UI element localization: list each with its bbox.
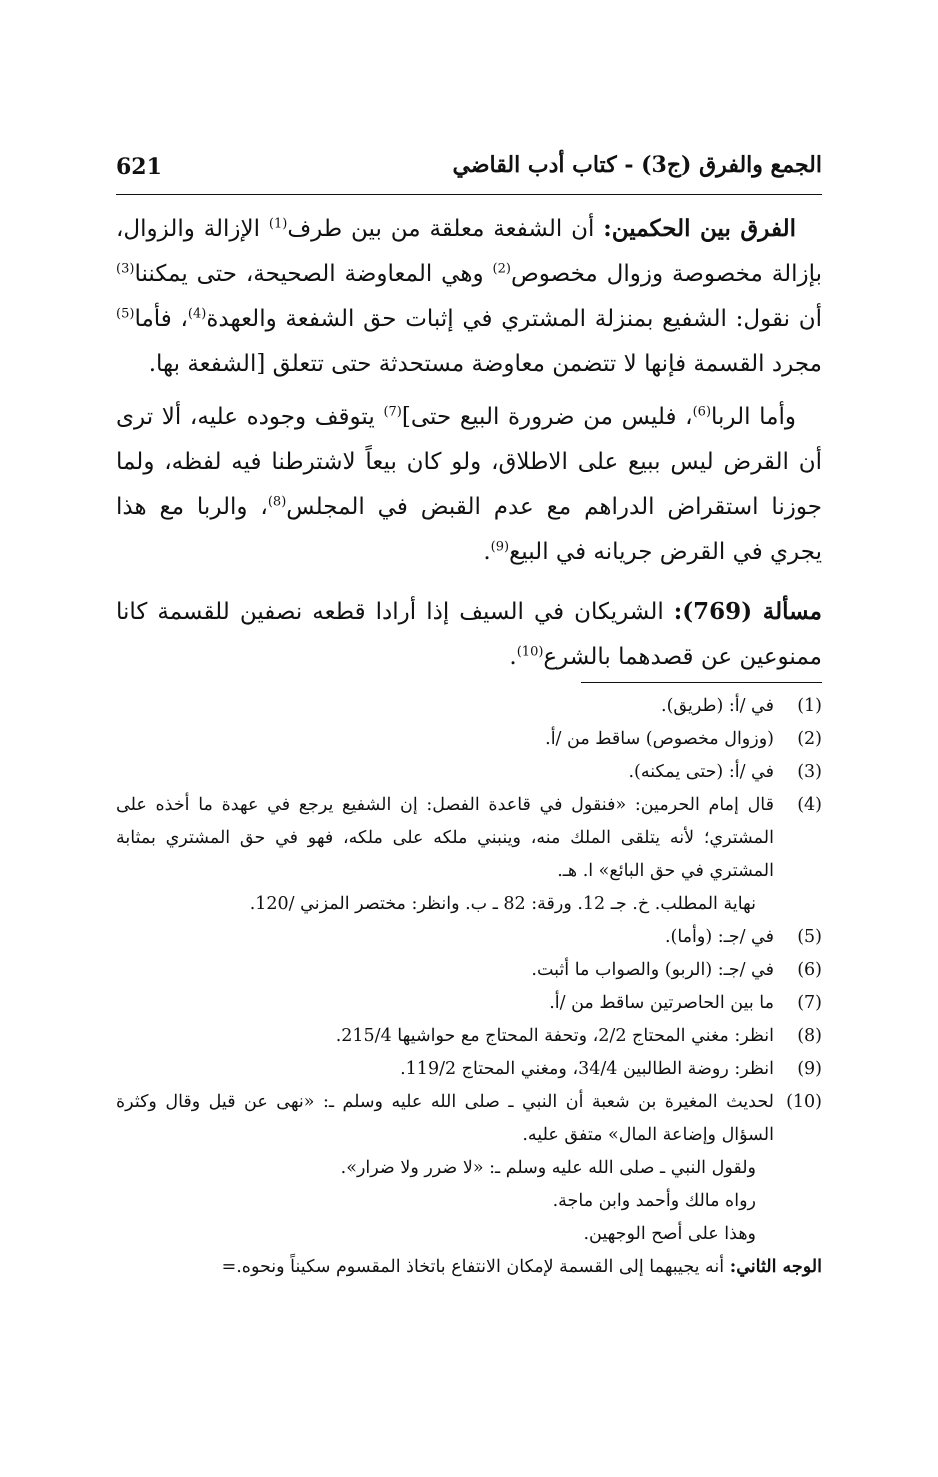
footnote-number: (7)	[797, 993, 822, 1013]
footnote-number: (4)	[797, 795, 822, 815]
footnote-reference-line: نهاية المطلب. خ. جـ 12. ورقة: 82 ـ ب. وانظر: مختصر المزني /120.	[249, 894, 756, 914]
footnote-number: (1)	[797, 696, 822, 716]
paragraph-difference	[116, 206, 822, 387]
page-header	[116, 152, 822, 195]
text-run: ، فأما	[134, 306, 188, 332]
footnote-number: (10)	[786, 1092, 822, 1112]
footnote-5	[116, 921, 822, 954]
footnote-separator	[581, 682, 822, 683]
paragraph-lead: الفرق بين الحكمين:	[603, 215, 796, 242]
paragraph-issue-769	[116, 589, 822, 680]
footnote-ref: (1)	[268, 216, 288, 232]
footnote-7	[116, 987, 822, 1020]
footnotes	[116, 690, 822, 1284]
footnote-ref: (10)	[516, 644, 544, 660]
text-run: ، فليس من ضرورة البيع حتى]	[401, 404, 693, 430]
text-run: وأما الربا	[711, 404, 796, 430]
text-run: يتوقف وجوده عليه، ألا ترى أن القرض ليس ببيع على الاطلاق، ولو كان بيعاً لاشترطنا فيه لفظه، ولما جوزنا استقراض الدراهم مع عدم القبض في المجلس	[116, 404, 822, 520]
text-run: الشريكان في السيف إذا أرادا قطعه نصفين للقسمة كانا ممنوعين عن قصدهما بالشرع	[116, 599, 822, 670]
footnote-ref: (2)	[492, 261, 511, 277]
footnote-text: انظر: روضة الطالبين 34/4، ومغني المحتاج 119/2.	[400, 1059, 774, 1079]
footnote-continuation	[116, 1251, 822, 1284]
footnote-text: في /جـ: (وأما).	[664, 927, 774, 947]
footnote-text: ما بين الحاصرتين ساقط من /أ.	[549, 993, 774, 1013]
footnote-2	[116, 723, 822, 756]
footnote-text: في /جـ: (الربو) والصواب ما أثبت.	[531, 960, 774, 980]
text-run: .	[483, 539, 491, 565]
footnote-text: قال إمام الحرمين: «فنقول في قاعدة الفصل: إن الشفيع يرجع في عهدة ما أخذه على المشتري؛ لأنه يتلقى الملك منه، وينبني ملكه على ملكه، فهو في حق المشتري بمثابة المشتري في حق البائع» ا. هـ.	[116, 795, 774, 881]
running-title: الجمع والفرق (ج3) - كتاب أدب القاضي	[452, 152, 822, 178]
footnote-ref: (9)	[490, 539, 510, 555]
footnote-ref: (3)	[116, 261, 135, 277]
footnote-ref: (4)	[187, 306, 207, 322]
footnote-9	[116, 1053, 822, 1086]
main-text	[116, 206, 822, 688]
text-run: مجرد القسمة فإنها لا تتضمن معاوضة مستحدثة حتى تتعلق [الشفعة بها.	[148, 351, 822, 377]
footnote-number: (6)	[797, 960, 822, 980]
paragraph-riba	[116, 395, 822, 575]
continuation-lead: الوجه الثاني:	[729, 1257, 822, 1277]
page-number: 621	[116, 154, 162, 180]
footnote-number: (5)	[797, 927, 822, 947]
footnote-text: في /أ: (حتى يمكنه).	[628, 762, 774, 782]
footnote-6	[116, 954, 822, 987]
text-run: الإزالة والزوال، بإزالة مخصوصة وزوال مخصوص	[116, 216, 823, 287]
footnote-ref: (8)	[267, 494, 287, 510]
text-run: ، والربا مع هذا يجري في القرض جريانه في البيع	[116, 494, 822, 565]
footnote-ref: (5)	[116, 306, 135, 322]
footnote-text: (وزوال مخصوص) ساقط من /أ.	[545, 729, 774, 749]
footnote-8	[116, 1020, 822, 1053]
footnote-text: انظر: مغني المحتاج 2/2، وتحفة المحتاج مع حواشيها 215/4.	[335, 1026, 774, 1046]
issue-heading: مسألة (769):	[673, 598, 822, 625]
footnote-number: (2)	[797, 729, 822, 749]
continuation-text: أنه يجيبهما إلى القسمة لإمكان الانتفاع باتخاذ المقسوم سكيناً ونحوه.=	[221, 1257, 730, 1277]
footnote-number: (9)	[797, 1059, 822, 1079]
footnote-text: في /أ: (طريق).	[661, 696, 774, 716]
footnote-1	[116, 690, 822, 723]
text-run: وهي المعاوضة الصحيحة، حتى يمكننا	[134, 261, 493, 287]
footnote-4	[116, 789, 822, 921]
footnote-10	[116, 1086, 822, 1251]
text-run: أن نقول: الشفيع بمنزلة المشتري في إثبات حق الشفعة والعهدة	[206, 306, 822, 332]
footnote-number: (8)	[797, 1026, 822, 1046]
footnote-text: وهذا على أصح الوجهين.	[583, 1224, 756, 1244]
footnote-text: لحديث المغيرة بن شعبة أن النبي ـ صلى الله عليه وسلم ـ: «نهى عن قيل وقال وكثرة السؤال وإضاعة المال» متفق عليه.	[116, 1092, 774, 1145]
footnote-text: رواه مالك وأحمد وابن ماجة.	[552, 1191, 756, 1211]
footnote-number: (3)	[797, 762, 822, 782]
footnote-ref: (7)	[383, 404, 402, 420]
footnote-ref: (6)	[692, 404, 712, 420]
footnote-3	[116, 756, 822, 789]
footnote-text: ولقول النبي ـ صلى الله عليه وسلم ـ: «لا ضرر ولا ضرار».	[340, 1158, 756, 1178]
text-run: .	[509, 644, 517, 670]
text-run: أن الشفعة معلقة من بين طرف	[287, 216, 604, 242]
